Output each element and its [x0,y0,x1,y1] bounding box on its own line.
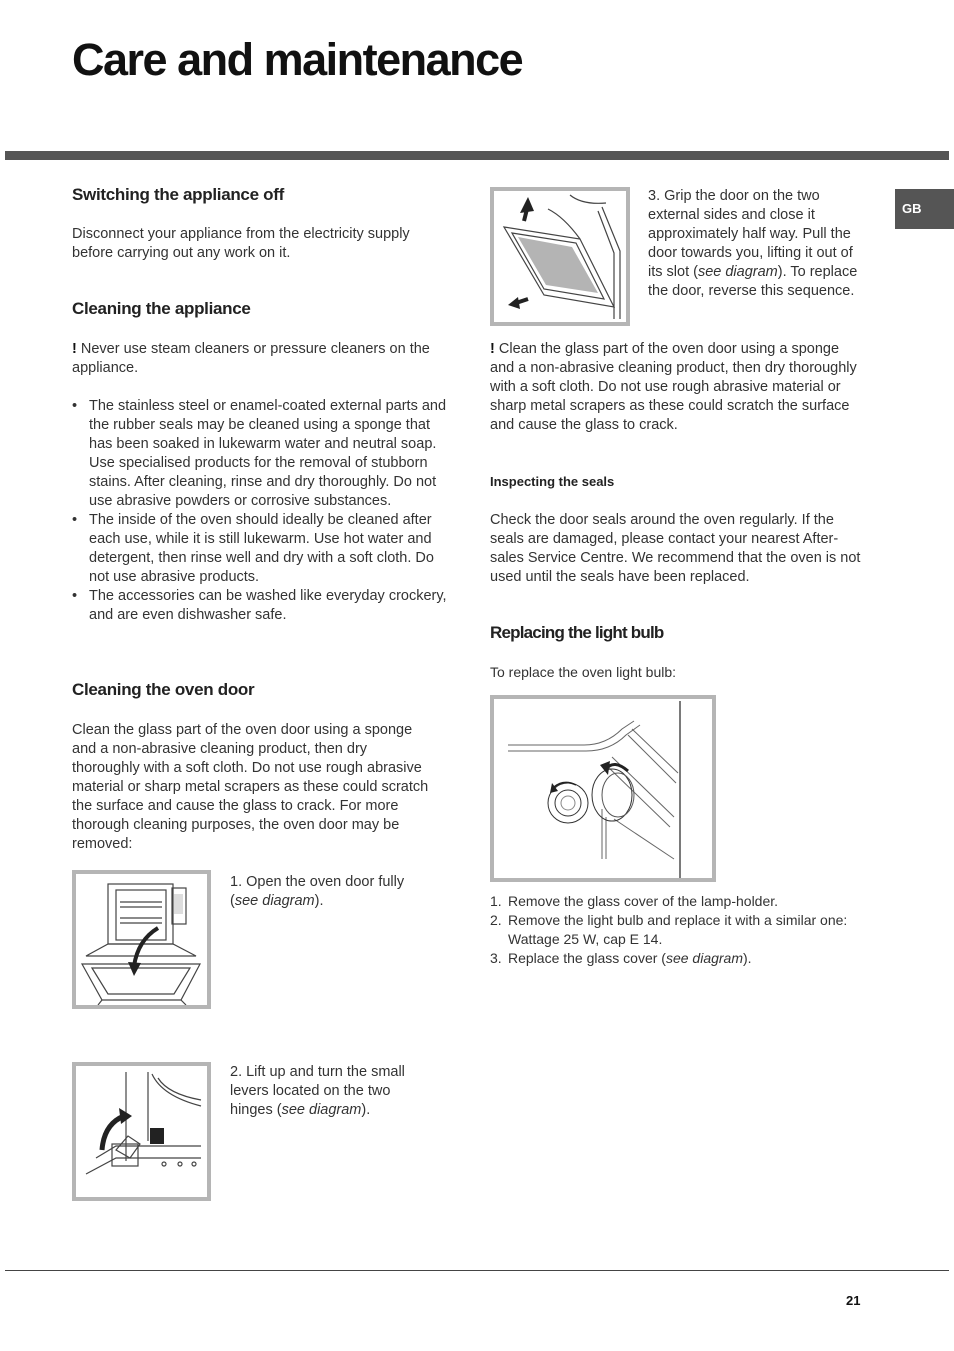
step-text: Remove the glass cover of the lamp-holder. [508,893,779,909]
step-text: Replace the glass cover ( [508,950,666,966]
switching-off-heading: Switching the appliance off [72,185,284,204]
list-item: • The inside of the oven should ideally be cleaned after each use, while it is still lukewarm. Use hot water and detergent, then rinse well and dry with a soft cloth. Do not use abrasive products. [72,511,448,587]
inspecting-seals-text: Check the door seals around the oven regularly. If the seals are damaged, please contact your nearest After-sales Service Centre. We recommend that the oven is not used until the seals have been replaced. [490,512,861,585]
list-item: • The accessories can be washed like everyday crockery, and are even dishwasher safe. [72,587,448,625]
page-title: Care and maintenance [72,34,523,85]
switching-off-text: Disconnect your appliance from the electricity supply before carrying out any work on it. [72,226,410,261]
language-tab: GB [895,189,954,229]
step-1-label: 1. Open the oven door fully ( [230,874,405,909]
lamp-holder-illustration [494,699,712,878]
step-2-end: ). [361,1102,371,1118]
list-item [490,949,870,968]
footer-divider [5,1270,949,1271]
step-number: 1. [490,893,502,909]
cleaning-door-text: Clean the glass part of the oven door using a sponge and a non-abrasive cleaning product, then dry thoroughly with a soft cloth. Do not use rough abrasive material or sharp metal scrapers as these could scratch the surface and cause the glass to crack. For more thorough cleaning purposes, the oven door may be removed: [72,722,429,852]
list-item: • The stainless steel or enamel-coated external parts and the rubber seals may be cleaned using a sponge that has been soaked in lukewarm water and neutral soap. Use specialised products for the removal of stubborn stains. After cleaning, rinse and dry thoroughly. Do not use abrasive powders or corrosive substances. [72,397,448,511]
lamp-holder-diagram [490,695,716,882]
step-text-end: ). [743,950,752,966]
warning-text: Never use steam cleaners or pressure cleaners on the appliance. [72,341,430,376]
warning-mark: ! [72,341,77,357]
steam-cleaner-warning [72,340,447,378]
open-door-illustration [76,874,207,1005]
hinge-lever-diagram [72,1062,211,1201]
step-text: Remove the light bulb and replace it with a similar one: Wattage 25 W, cap E 14. [508,912,848,947]
warning-mark: ! [490,341,495,357]
remove-door-diagram [490,187,630,326]
list-item [490,911,870,949]
open-door-diagram [72,870,211,1009]
remove-door-illustration [494,191,626,322]
cleaning-appliance-heading: Cleaning the appliance [72,299,251,318]
warning-text: Clean the glass part of the oven door using a sponge and a non-abrasive cleaning product, then dry thoroughly with a soft cloth. Do not use rough abrasive material or sharp metal scrapers as these could scratch the surface and cause the glass to crack. [490,341,857,433]
step-number: 3. [490,950,502,966]
glass-cleaning-warning [490,340,862,435]
step-3-label: 3. Grip the door on the two external sides and close it approximately half way. Pull the door towards you, lifting it out of its slot ( [648,188,853,280]
cleaning-bullet-list [72,397,448,625]
step-3-end: ). To replace the door, reverse this sequence. [648,264,858,299]
step-number: 2. [490,912,502,928]
hinge-lever-illustration [76,1066,207,1197]
step-2-label: 2. Lift up and turn the small levers located on the two hinges ( [230,1064,405,1118]
step-1-text [230,873,430,911]
page-number: 21 [846,1293,861,1308]
bulb-steps-list [490,892,870,968]
replacing-bulb-intro: To replace the oven light bulb: [490,664,677,680]
replacing-bulb-heading: Replacing the light bulb [490,623,664,642]
see-diagram-ref: see diagram [665,950,744,966]
list-item [490,892,870,911]
cleaning-door-heading: Cleaning the oven door [72,680,255,699]
step-1-end: ). [314,893,324,909]
inspecting-seals-heading: Inspecting the seals [490,474,615,489]
header-divider [5,151,949,160]
step-3-text [648,187,860,301]
step-2-text [230,1063,430,1120]
see-diagram-ref: see diagram [697,264,778,280]
see-diagram-ref: see diagram [281,1102,362,1118]
see-diagram-ref: see diagram [234,893,315,909]
